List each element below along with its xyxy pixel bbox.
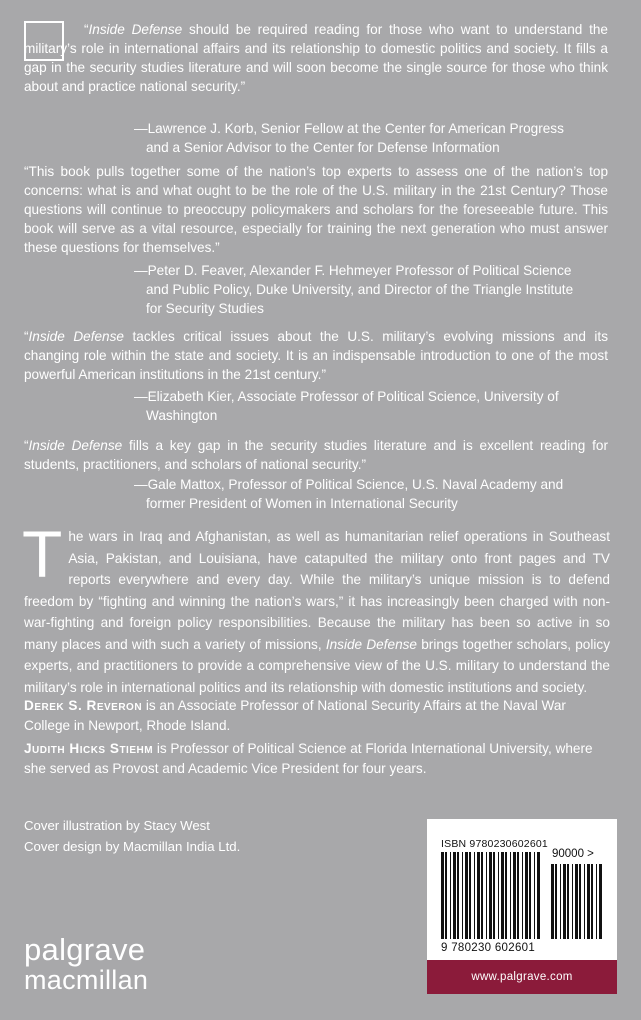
barcode-bar xyxy=(587,864,590,939)
barcode-bar xyxy=(513,852,516,939)
barcode-bar xyxy=(584,864,585,939)
barcode-bar xyxy=(537,852,540,939)
barcode-bar xyxy=(474,852,475,939)
barcode-bar xyxy=(560,864,561,939)
barcode-bar xyxy=(441,852,444,939)
barcode-bar xyxy=(572,864,573,939)
barcode-bar xyxy=(567,864,569,939)
barcode-bar xyxy=(453,852,456,939)
barcode-bar xyxy=(498,852,499,939)
author-bio-stiehm: Judith Hicks Stiehm is Professor of Political Science at Florida International University, where she served as Provost and Academic Vice President for four years. xyxy=(24,741,593,776)
barcode-bar xyxy=(517,852,519,939)
quote-korb: “Inside Defense should be required reading for those who want to understand the military’s role in international affairs and its relationship to domestic politics and society. It fills a gap in the security studies literature and will soon become the single source for those who think about and practice national security.” xyxy=(24,22,608,94)
barcode-bar xyxy=(493,852,495,939)
barcode-bar xyxy=(563,864,566,939)
barcode-bar xyxy=(555,864,557,939)
design-credit: Cover design by Macmillan India Ltd. xyxy=(24,839,241,854)
isbn-label: ISBN 9780230602601 xyxy=(441,838,548,850)
barcode-bar xyxy=(469,852,471,939)
publisher-url: www.palgrave.com xyxy=(427,960,617,994)
barcode-bar xyxy=(596,864,597,939)
barcode-bar xyxy=(486,852,487,939)
barcode-bar xyxy=(575,864,578,939)
attribution-korb: —Lawrence J. Korb, Senior Fellow at the Center for American Progress and a Senior Advisor to the Center for Defense Information xyxy=(134,121,564,155)
barcode-bar xyxy=(457,852,459,939)
price-code: 90000 > xyxy=(552,848,594,860)
barcode-bar xyxy=(445,852,447,939)
barcode-bar xyxy=(510,852,511,939)
attribution-mattox: —Gale Mattox, Professor of Political Science, U.S. Naval Academy and former President of Women in International Security xyxy=(134,477,564,511)
book-description: The wars in Iraq and Afghanistan, as well as humanitarian relief operations in Southeast Asia, Pakistan, and Louisiana, have catapulted the military onto front pages and TV reports everywhere and every day. While the military’s unique mission is to defend freedom by “fighting and winning the nation’s wars,” it has increasingly been charged with non-war-fighting and foreign policy responsibilities. Because the military has been so active in so many places and with such a variety of missions, Inside Defense brings together scholars, policy experts, and practitioners to provide a comprehensive view of the U.S. military to understand the military’s role in international politics and its relationship with domestic institutions and society. xyxy=(22,517,611,695)
barcode-bar xyxy=(462,852,463,939)
barcode-bar xyxy=(579,864,581,939)
attribution-kier: —Elizabeth Kier, Associate Professor of Political Science, University of Washington xyxy=(134,389,559,423)
barcode-bar xyxy=(525,852,528,939)
barcode-bar xyxy=(534,852,535,939)
attribution-feaver: —Peter D. Feaver, Alexander F. Hehmeyer Professor of Political Science and Public Policy, Duke University, and Director of the Triangle Institute for Security Studies xyxy=(134,263,574,316)
barcode-bar xyxy=(599,864,602,939)
author-bio-reveron: Derek S. Reveron is an Associate Professor of National Security Affairs at the Naval War College in Newport, Rhode Island. xyxy=(24,698,566,733)
publisher-logo: palgrave macmillan xyxy=(24,932,149,995)
barcode-bar xyxy=(489,852,492,939)
barcode-bar xyxy=(522,852,523,939)
barcode-icon xyxy=(427,819,617,960)
barcode-bar xyxy=(477,852,480,939)
barcode-bar xyxy=(505,852,507,939)
drop-cap: T xyxy=(22,517,63,591)
quote-feaver: “This book pulls together some of the nation’s top experts to assess one of the nation’s top concerns: what is and what ought to be the role of the U.S. military in the 21st Century? Those questions will continue to preoccupy policymakers and scholars for the foreseeable future. This book will serve as a vital resource, especially for training the next generation who must answer these questions for themselves.” xyxy=(24,164,608,255)
barcode-bar xyxy=(501,852,504,939)
barcode-bar xyxy=(529,852,531,939)
cover-credits xyxy=(24,815,240,857)
barcode-digits: 9 780230 602601 xyxy=(441,942,536,954)
barcode-bar xyxy=(551,864,554,939)
illustration-credit: Cover illustration by Stacy West xyxy=(24,818,210,833)
barcode-bar xyxy=(591,864,593,939)
barcode-panel xyxy=(427,819,617,994)
barcode-bar xyxy=(481,852,483,939)
quote-mattox: “Inside Defense fills a key gap in the security studies literature and is excellent reading for students, practitioners, and scholars of national security.” xyxy=(24,438,608,472)
quote-kier: “Inside Defense tackles critical issues about the U.S. military’s evolving missions and its changing role within the state and society. It is an indispensable introduction to one of the most powerful American institutions in the 21st century.” xyxy=(24,329,608,382)
barcode-bar xyxy=(450,852,451,939)
barcode-bar xyxy=(465,852,468,939)
